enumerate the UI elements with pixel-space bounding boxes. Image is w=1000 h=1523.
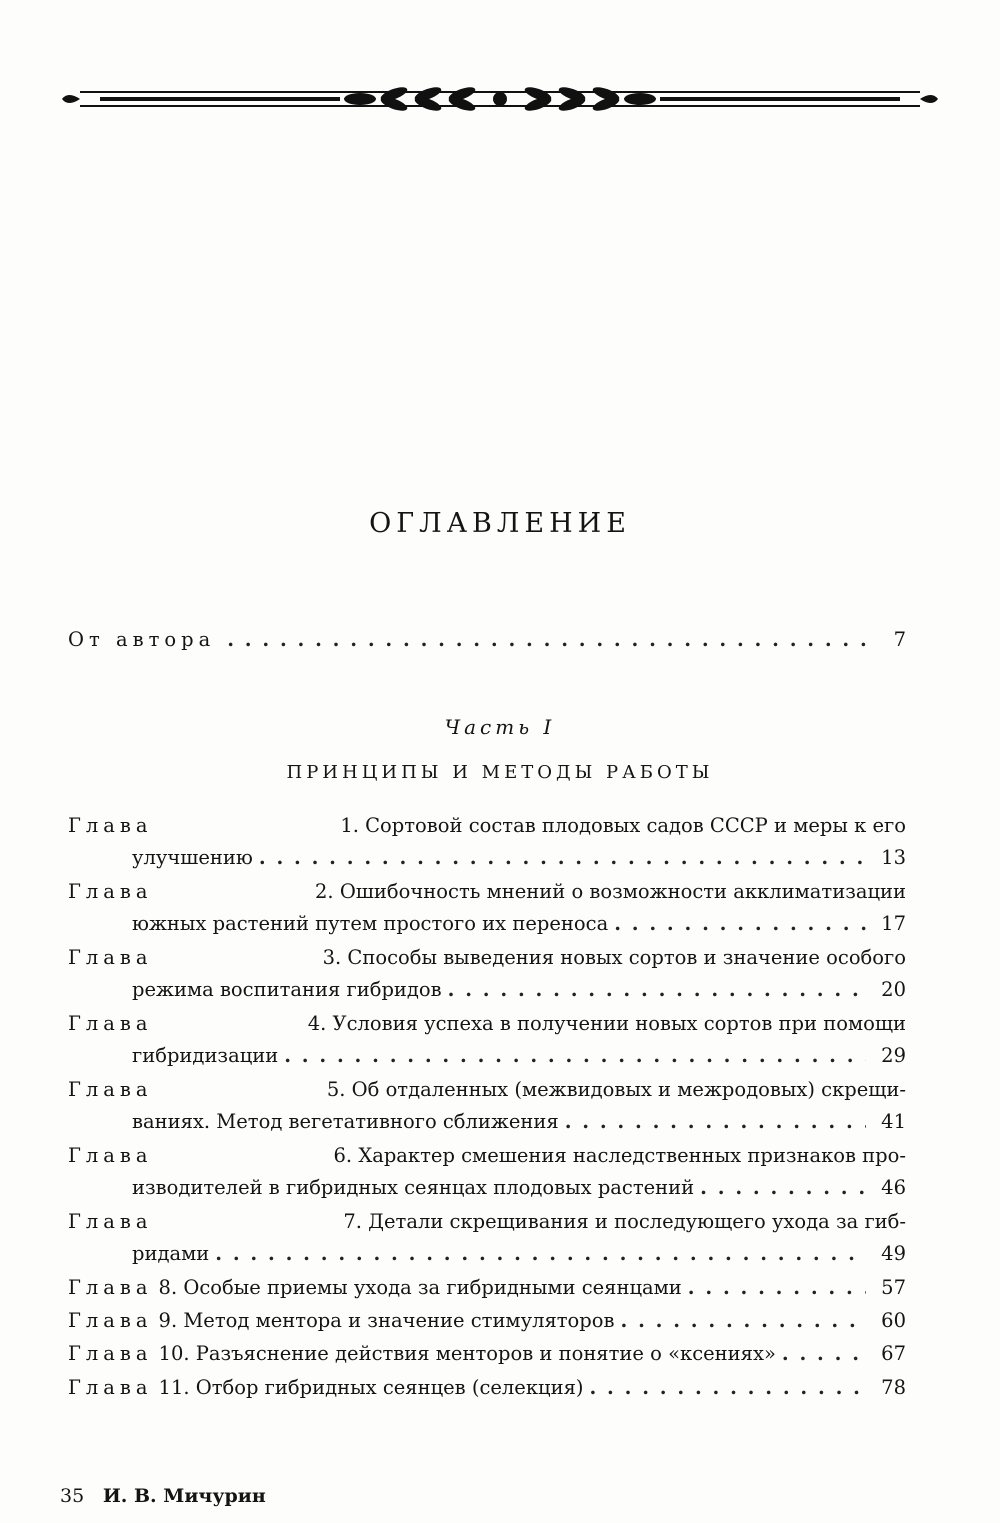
chapter-label: Глава (68, 1376, 153, 1399)
preface-label: От автора (68, 628, 216, 651)
page-number: 57 (881, 1276, 906, 1299)
page-title: ОГЛАВЛЕНИЕ (369, 508, 631, 539)
chapter-title-line: ваниях. Метод вегетативного сближения (132, 1110, 559, 1133)
chapter-title-line: 4. Условия успеха в получении новых сортов при помощи (307, 1012, 906, 1035)
page-number: 49 (881, 1242, 906, 1265)
chapter-title-line: гибридизации (132, 1044, 279, 1067)
chapter-label: Глава (68, 1078, 153, 1101)
signature-footer (60, 1485, 266, 1507)
chapter-label: Глава (68, 1342, 153, 1365)
chapter-title-line: южных растений путем простого их переноса (132, 912, 609, 935)
dot-leader (621, 1305, 867, 1337)
toc-entry-chapter[interactable] (68, 1140, 906, 1204)
page-number: 7 (893, 628, 906, 651)
chapter-title-line: улучшению (132, 846, 253, 869)
chapter-label: Глава (68, 1012, 153, 1035)
dot-leader (215, 1238, 866, 1270)
chapter-title-line: 8. Особые приемы ухода за гибридными сеянцами (158, 1276, 682, 1299)
chapter-label: Глава (68, 1144, 153, 1167)
toc-entry-chapter[interactable] (68, 1372, 906, 1404)
dot-leader (448, 974, 866, 1006)
toc-entry-chapter[interactable] (68, 810, 906, 874)
toc-entry-chapter[interactable] (68, 1305, 906, 1337)
dot-leader (688, 1272, 866, 1304)
dot-leader (782, 1338, 866, 1370)
chapter-label: Глава (68, 1276, 153, 1299)
chapter-title-line: режима воспитания гибридов (132, 978, 442, 1001)
page-number: 20 (881, 978, 906, 1001)
chapter-label: Глава (68, 946, 153, 969)
page-number: 46 (881, 1176, 906, 1199)
part-heading: Часть I (444, 715, 556, 739)
chapter-title-line: 3. Способы выведения новых сортов и значение особого (322, 946, 906, 969)
dot-leader (284, 1040, 866, 1072)
chapter-title-line: 5. Об отдаленных (межвидовых и межродовых) скрещи- (326, 1078, 906, 1101)
chapter-title-line: ридами (132, 1242, 210, 1265)
dot-leader (565, 1106, 866, 1138)
toc-entry-chapter[interactable] (68, 1074, 906, 1138)
toc-entry-chapter[interactable] (68, 1008, 906, 1072)
dot-leader (700, 1172, 866, 1204)
dot-leader (227, 624, 866, 656)
toc-entry-chapter[interactable] (68, 1272, 906, 1304)
dot-leader (589, 1372, 866, 1404)
page-number: 13 (881, 846, 906, 869)
chapter-title-line: 11. Отбор гибридных сеянцев (селекция) (158, 1376, 584, 1399)
dot-leader (614, 908, 866, 940)
toc-entry-chapter[interactable] (68, 1338, 906, 1370)
page-number: 67 (881, 1342, 906, 1365)
part-subtitle: ПРИНЦИПЫ И МЕТОДЫ РАБОТЫ (286, 762, 714, 783)
dot-leader (259, 842, 866, 874)
chapter-title-line: 9. Метод ментора и значение стимуляторов (158, 1309, 615, 1332)
chapter-title-line: 2. Ошибочность мнений о возможности акклиматизации (315, 880, 906, 903)
ornamental-rule (60, 82, 940, 116)
page-number: 78 (881, 1376, 906, 1399)
toc-entry-chapter[interactable] (68, 1206, 906, 1270)
page-number: 17 (881, 912, 906, 935)
toc-entry-chapter[interactable] (68, 942, 906, 1006)
signature-mark: 35 (60, 1485, 85, 1507)
page-number: 41 (881, 1110, 906, 1133)
chapter-title-line: 10. Разъяснение действия менторов и понятие о «ксениях» (158, 1342, 776, 1365)
chapter-title-line: 1. Сортовой состав плодовых садов СССР и меры к его (340, 814, 906, 837)
chapter-label: Глава (68, 814, 153, 837)
toc-entry-chapter[interactable] (68, 876, 906, 940)
chapter-title-line: изводителей в гибридных сеянцах плодовых растений (132, 1176, 695, 1199)
page-number: 60 (881, 1309, 906, 1332)
page-number: 29 (881, 1044, 906, 1067)
author-name: И. В. Мичурин (102, 1485, 266, 1507)
chapter-label: Глава (68, 1210, 153, 1233)
chapter-label: Глава (68, 1309, 153, 1332)
chapter-title-line: 6. Характер смешения наследственных признаков про- (333, 1144, 906, 1167)
toc-entry-preface[interactable] (68, 624, 906, 656)
chapter-title-line: 7. Детали скрещивания и последующего ухода за гиб- (343, 1210, 906, 1233)
chapter-label: Глава (68, 880, 153, 903)
